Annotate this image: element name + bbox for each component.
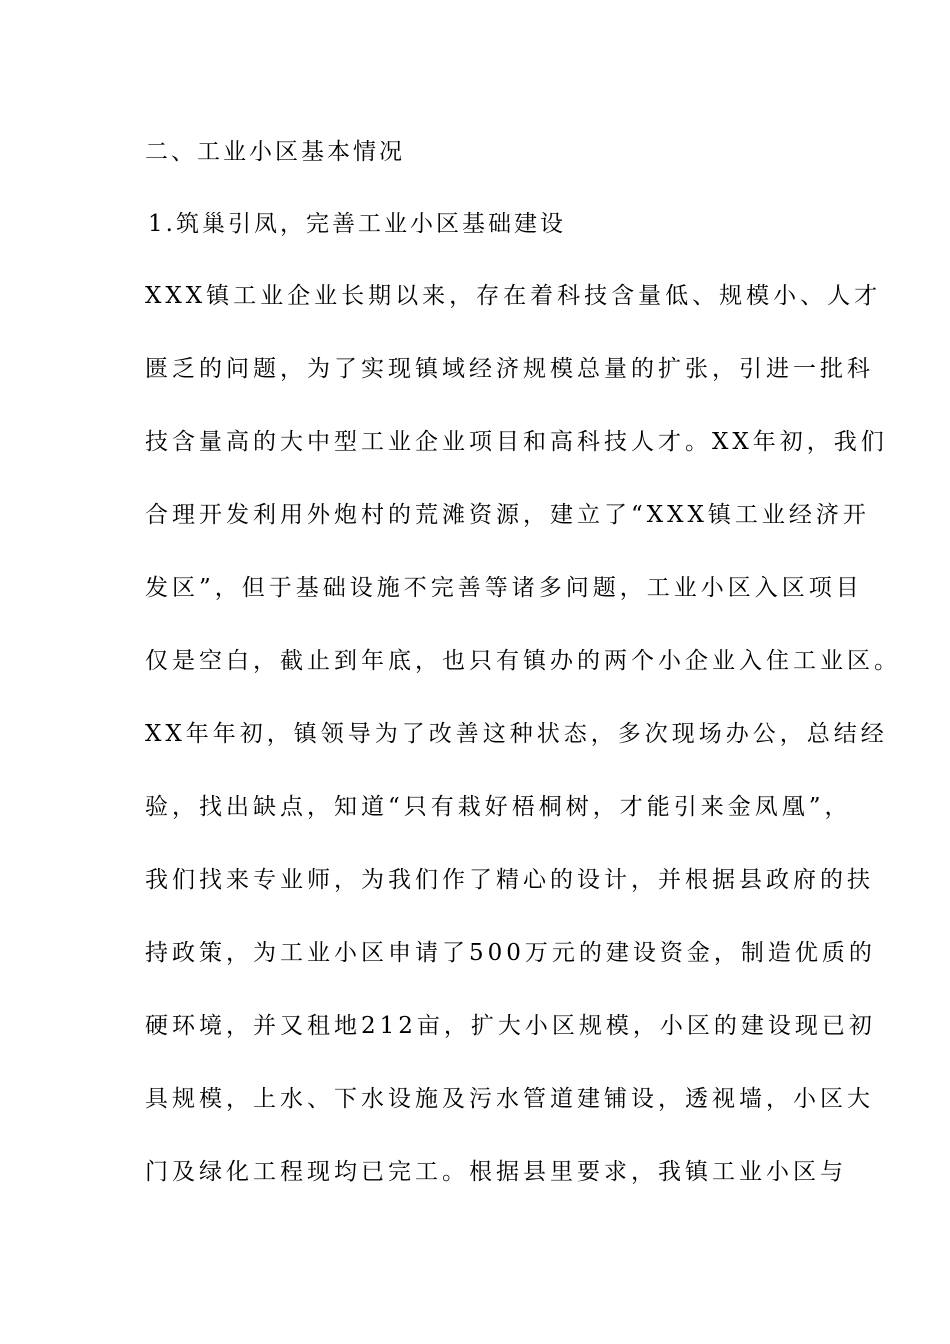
body-paragraph [145, 283, 901, 1234]
paragraph-line: 硬环境，并又租地212亩，扩大小区规模，小区的建设现已初 [145, 1013, 876, 1039]
paragraph-line: 门及绿化工程现均已完工。根据县里要求，我镇工业小区与 [145, 1159, 847, 1185]
paragraph-line: 验，找出缺点，知道“只有栽好梧桐树，才能引来金凤凰”， [145, 794, 852, 820]
paragraph-line: 技含量高的大中型工业企业项目和高科技人才。XX年初，我们 [145, 429, 888, 455]
paragraph-line: 具规模，上水、下水设施及污水管道建铺设，透视墙，小区大 [145, 1086, 874, 1112]
paragraph-line: 匮乏的问题，为了实现镇域经济规模总量的扩张，引进一批科 [145, 356, 874, 382]
section-heading: 二、工业小区基本情况 [145, 139, 405, 165]
subsection-heading: 1.筑巢引凤，完善工业小区基础建设 [148, 211, 566, 237]
paragraph-line: 我们找来专业师，为我们作了精心的设计，并根据县政府的扶 [145, 867, 874, 893]
paragraph-line: XX年年初，镇领导为了改善这种状态，多次现场办公，总结经 [145, 721, 888, 747]
paragraph-line: 合理开发利用外炮村的荒滩资源，建立了“XXX镇工业经济开 [145, 502, 870, 528]
paragraph-line: 仅是空白，截止到年底，也只有镇办的两个小企业入住工业区。 [145, 648, 901, 674]
paragraph-line: 发区”，但于基础设施不完善等诸多问题，工业小区入区项目 [145, 575, 863, 601]
paragraph-line: 持政策，为工业小区申请了500万元的建设资金，制造优质的 [145, 940, 876, 966]
paragraph-line: XXX镇工业企业长期以来，存在着科技含量低、规模小、人才 [145, 283, 882, 309]
